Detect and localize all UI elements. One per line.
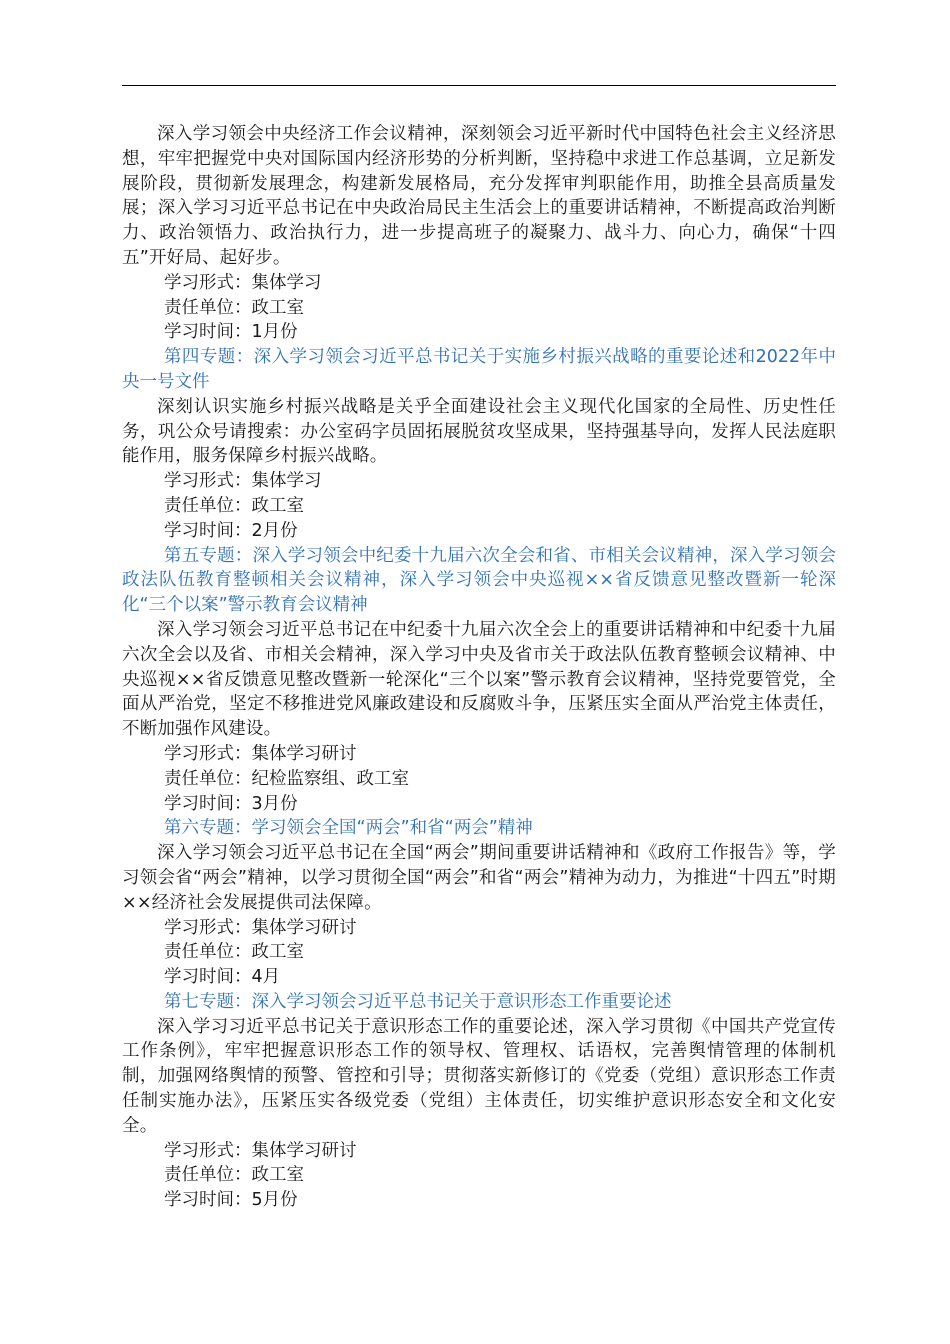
section7-body: 深入学习习近平总书记关于意识形态工作的重要论述，深入学习贯彻《中国共产党宣传工作条例》，牢牢把握意识形态工作的领导权、管理权、话语权，完善舆情管理的体制机制，加强网络舆情的预警、管控和引导；贯彻落实新修订的《党委（党组）意识形态工作责任制实施办法》，压紧压实各级党委（党组）主体责任，切实维护意识形态安全和文化安全。 <box>122 1016 836 1136</box>
section6-unit: 责任单位：政工室 <box>164 942 304 963</box>
section4-title: 第四专题：深入学习领会习近平总书记关于实施乡村振兴战略的重要论述和2022年中央一号文件 <box>122 347 836 392</box>
section7-title: 第七专题：深入学习领会习近平总书记关于意识形态工作重要论述 <box>164 991 672 1012</box>
section3-form: 学习形式：集体学习 <box>164 272 322 293</box>
section6-body: 深入学习领会习近平总书记在全国“两会”期间重要讲话精神和《政府工作报告》等，学习领会省“两会”精神，以学习贯彻全国“两会”和省“两会”精神为动力，为推进“十四五”时期××经济社会发展提供司法保障。 <box>122 843 836 913</box>
section5-title: 第五专题：深入学习领会中纪委十九届六次全会和省、市相关会议精神，深入学习领会政法队伍教育整顿相关会议精神，深入学习领会中央巡视××省反馈意见整改暨新一轮深化“三个以案”警示教育会议精神 <box>122 545 836 616</box>
section3-body: 深入学习领会中央经济工作会议精神，深刻领会习近平新时代中国特色社会主义经济思想，牢牢把握党中央对国际国内经济形势的分析判断，坚持稳中求进工作总基调，立足新发展阶段，贯彻新发展理念，构建新发展格局，充分发挥审判职能作用，助推全县高质量发展；深入学习习近平总书记在中央政治局民主生活会上的重要讲话精神，不断提高政治判断力、政治领悟力、政治执行力，进一步提高班子的凝聚力、战斗力、向心力，确保“十四五”开好局、起好步。 <box>122 124 836 268</box>
section5-body: 深入学习领会习近平总书记在中纪委十九届六次全会上的重要讲话精神和中纪委十九届六次全会以及省、市相关会精神，深入学习中央及省市关于政法队伍教育整顿会议精神、中央巡视××省反馈意见整改暨新一轮深化“三个以案”警示教育会议精神，坚持党要管党，全面从严治党，坚定不移推进党风廉政建设和反腐败斗争，压紧压实全面从严治党主体责任，不断加强作风建设。 <box>122 619 836 740</box>
section4-body: 深刻认识实施乡村振兴战略是关乎全面建设社会主义现代化国家的全局性、历史性任务，巩公众号请搜索：办公室码字员固拓展脱贫攻坚成果，坚持强基导向，发挥人民法庭职能作用，服务保障乡村振兴战略。 <box>122 396 836 467</box>
document-body <box>122 122 836 1213</box>
header-rule <box>122 85 836 86</box>
section7-unit: 责任单位：政工室 <box>164 1165 304 1186</box>
section4-time: 学习时间：2月份 <box>164 520 298 541</box>
section6-title: 第六专题：学习领会全国“两会”和省“两会”精神 <box>164 818 533 839</box>
section6-form: 学习形式：集体学习研讨 <box>164 917 357 938</box>
section4-form: 学习形式：集体学习 <box>164 471 322 492</box>
section3-unit: 责任单位：政工室 <box>164 297 304 318</box>
section3-time: 学习时间：1月份 <box>164 322 298 343</box>
section5-unit: 责任单位：纪检监察组、政工室 <box>164 768 409 789</box>
section7-form: 学习形式：集体学习研讨 <box>164 1140 357 1161</box>
section5-form: 学习形式：集体学习研讨 <box>164 743 357 764</box>
section6-time: 学习时间：4月 <box>164 967 281 988</box>
section7-time: 学习时间：5月份 <box>164 1190 298 1211</box>
section4-unit: 责任单位：政工室 <box>164 495 304 516</box>
section5-time: 学习时间：3月份 <box>164 793 298 814</box>
